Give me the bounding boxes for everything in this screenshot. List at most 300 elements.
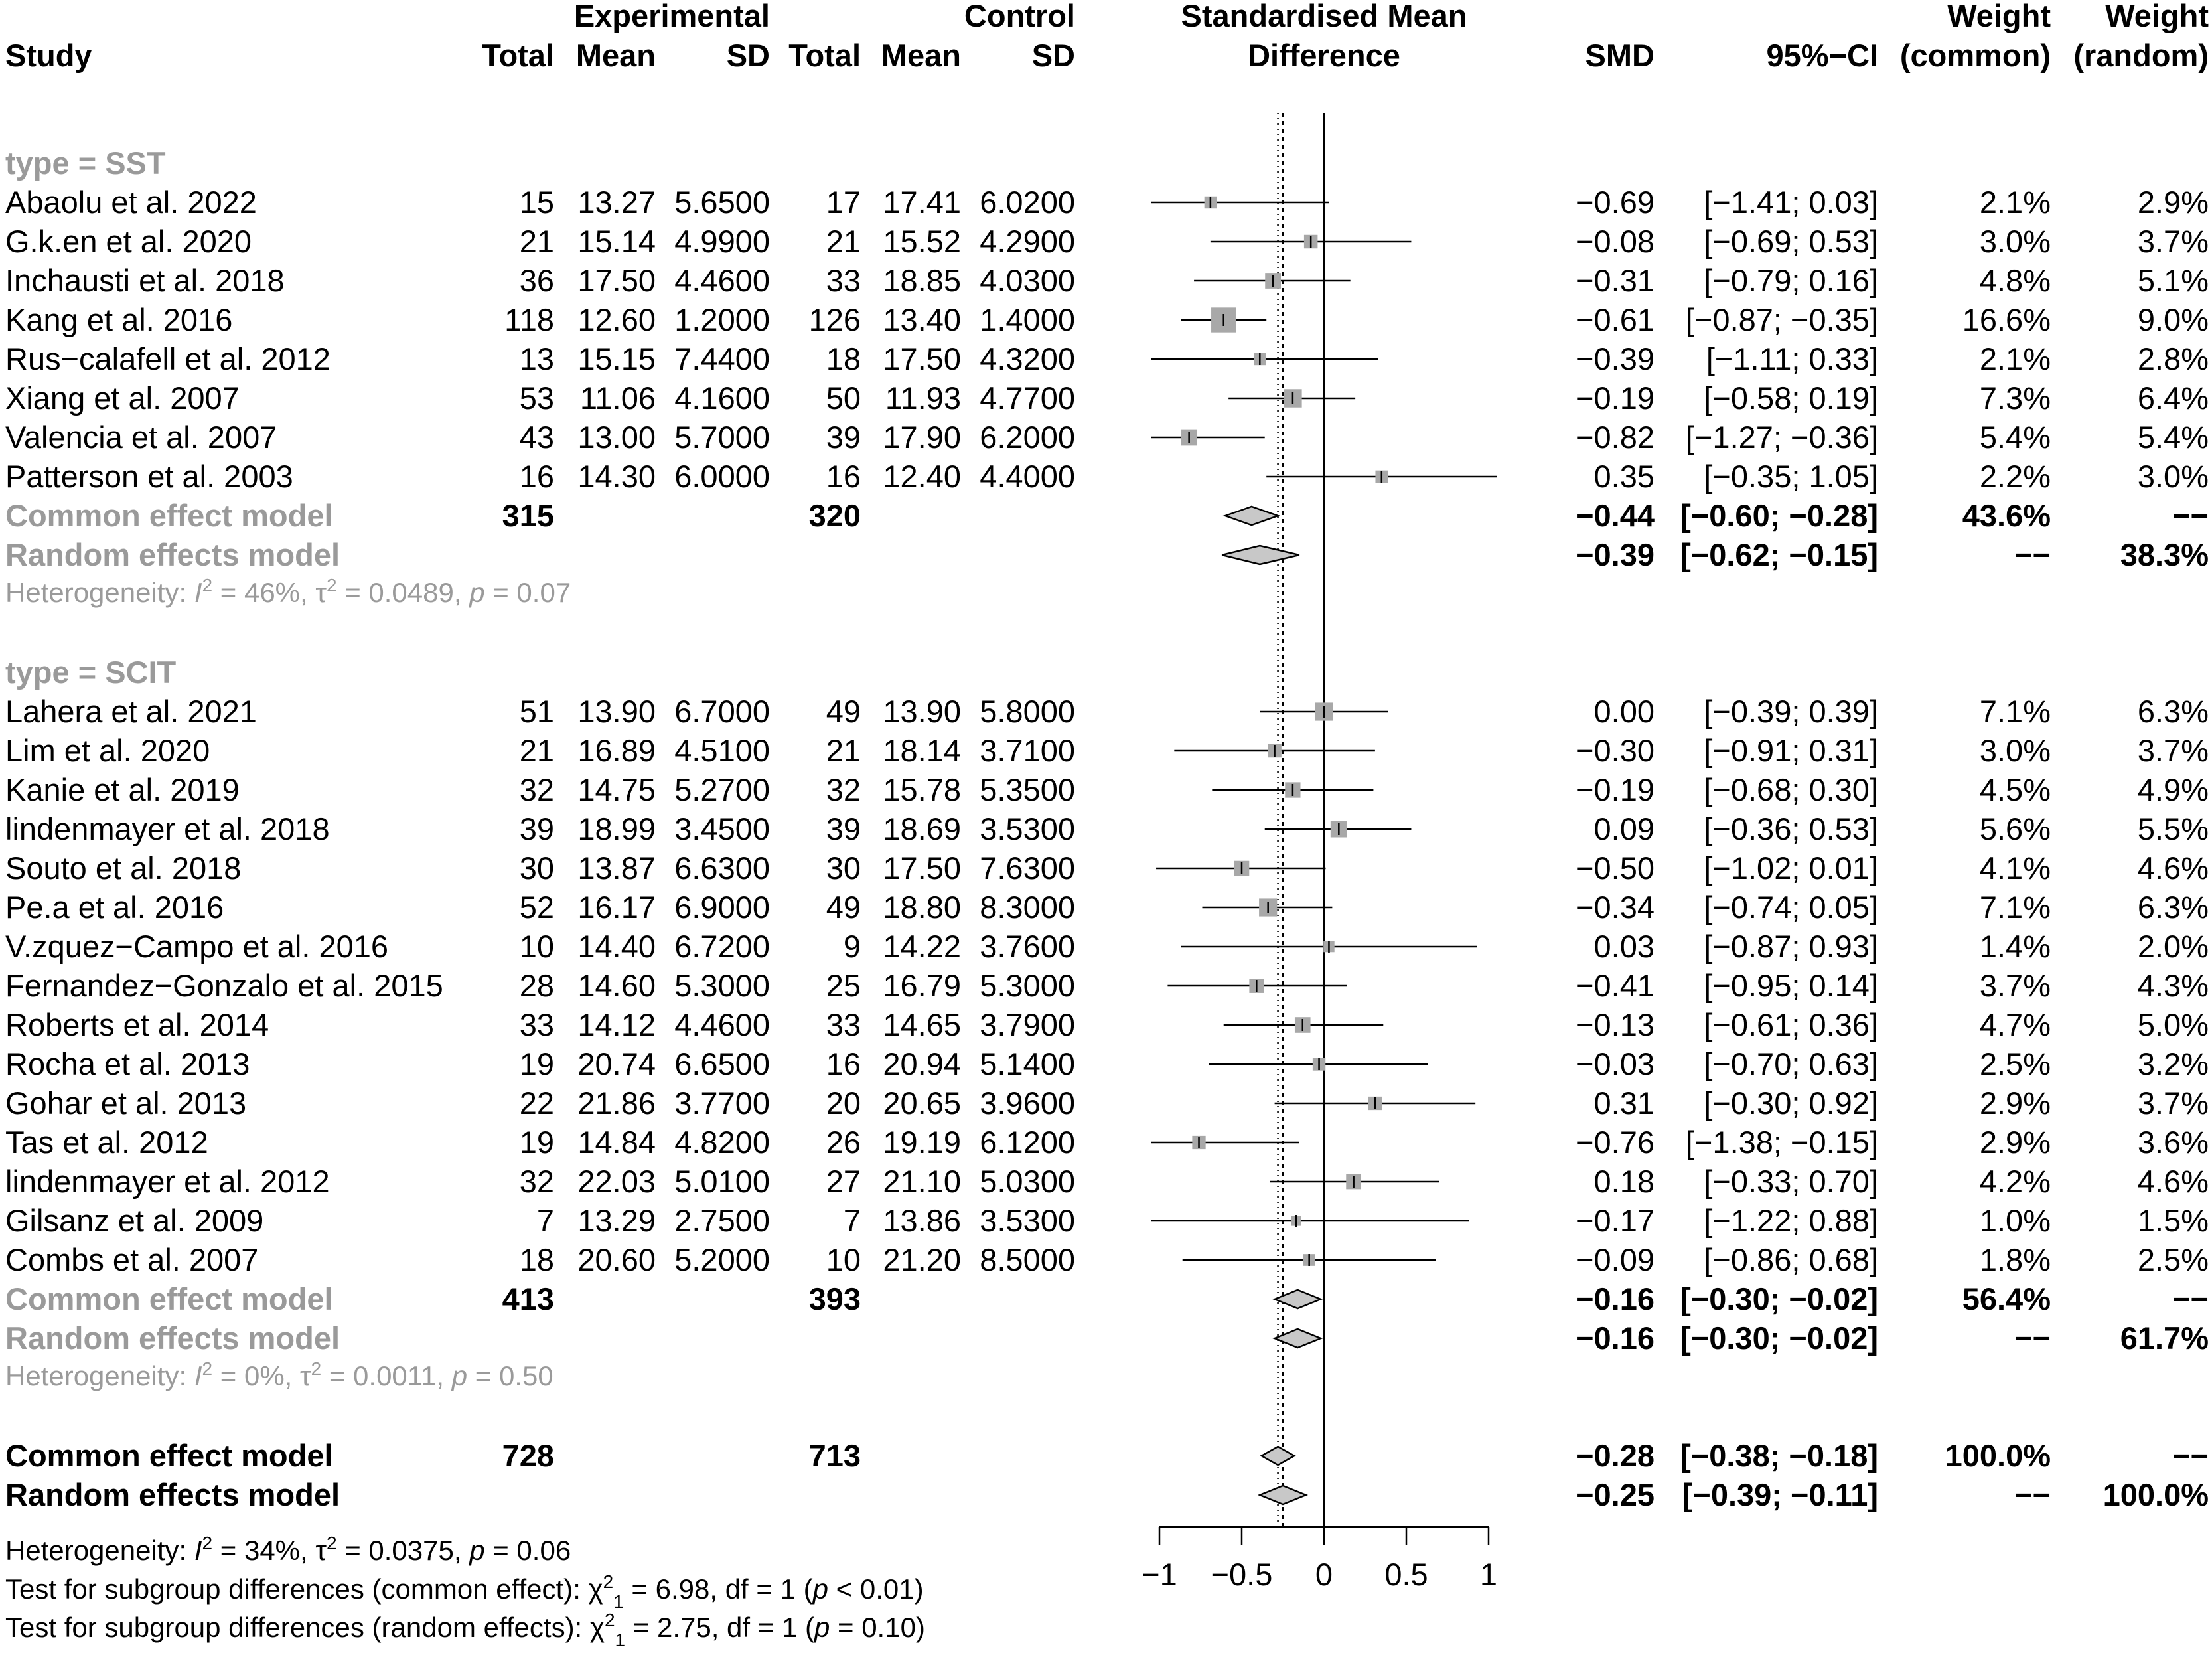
weight-common: 7.3% (1979, 380, 2051, 416)
e-sd: 2.7500 (674, 1203, 770, 1238)
study-row (5, 1164, 2209, 1199)
c-total: 393 (808, 1281, 861, 1316)
header-weight-common-line1: Weight (1947, 0, 2051, 33)
c-total: 7 (843, 1203, 861, 1238)
e-sd: 5.2000 (674, 1242, 770, 1277)
model-label: Common effect model (5, 1281, 333, 1316)
e-sd: 6.7200 (674, 929, 770, 964)
ci-value: [−0.38; −0.18] (1680, 1438, 1878, 1473)
ci-value: [−0.79; 0.16] (1704, 263, 1878, 298)
smd-value: 0.31 (1593, 1085, 1655, 1121)
smd-value: −0.19 (1576, 380, 1655, 416)
ci-value: [−0.95; 0.14] (1704, 968, 1878, 1003)
c-sd: 6.0200 (980, 185, 1075, 220)
weight-random: 5.1% (2137, 263, 2209, 298)
c-mean: 12.40 (883, 459, 961, 494)
e-sd: 3.4500 (674, 811, 770, 846)
x-axis (1142, 1527, 1497, 1592)
study-name: Lahera et al. 2021 (5, 694, 257, 729)
e-mean: 14.60 (577, 968, 656, 1003)
study-name: Rocha et al. 2013 (5, 1046, 250, 1081)
e-sd: 4.5100 (674, 733, 770, 768)
study-name: Fernandez−Gonzalo et al. 2015 (5, 968, 443, 1003)
c-mean: 17.90 (883, 420, 961, 455)
effect-diamond (1225, 507, 1278, 525)
header-row-2 (5, 38, 2209, 73)
e-total: 51 (519, 694, 554, 729)
weight-random: 5.4% (2137, 420, 2209, 455)
weight-random: −− (2172, 498, 2209, 533)
header-e-sd: SD (726, 38, 770, 73)
weight-random: 5.0% (2137, 1007, 2209, 1042)
axis-tick-label: −0.5 (1211, 1557, 1273, 1592)
c-sd: 5.8000 (980, 694, 1075, 729)
study-name: Rus−calafell et al. 2012 (5, 341, 331, 376)
weight-common: 1.8% (1979, 1242, 2051, 1277)
smd-value: −0.31 (1576, 263, 1655, 298)
model-label: Random effects model (5, 537, 340, 572)
smd-value: −0.39 (1576, 537, 1655, 572)
weight-random: 6.4% (2137, 380, 2209, 416)
header-weight-random: (random) (2073, 38, 2209, 73)
e-sd: 6.9000 (674, 890, 770, 925)
e-total: 33 (519, 1007, 554, 1042)
weight-random: 3.7% (2137, 224, 2209, 259)
c-total: 9 (843, 929, 861, 964)
e-mean: 14.84 (577, 1125, 656, 1160)
weight-common: 4.8% (1979, 263, 2051, 298)
e-total: 39 (519, 811, 554, 846)
smd-value: −0.19 (1576, 772, 1655, 807)
e-sd: 5.3000 (674, 968, 770, 1003)
study-row (5, 1125, 2209, 1160)
study-row (5, 185, 2209, 220)
c-total: 713 (808, 1438, 861, 1473)
e-total: 30 (519, 850, 554, 886)
overall-heterogeneity-text: Heterogeneity: $I^2 = 34\%$, $\tau^2 = 0.0375$, p = 0.06 (5, 1533, 571, 1566)
weight-random: 5.5% (2137, 811, 2209, 846)
c-mean: 13.40 (883, 302, 961, 337)
common-effect-row (5, 1281, 2209, 1316)
e-sd: 4.8200 (674, 1125, 770, 1160)
c-total: 39 (826, 420, 861, 455)
smd-value: −0.69 (1576, 185, 1655, 220)
study-name: Inchausti et al. 2018 (5, 263, 285, 298)
c-mean: 17.50 (883, 850, 961, 886)
e-mean: 13.29 (577, 1203, 656, 1238)
study-row (5, 694, 2209, 729)
e-mean: 17.50 (577, 263, 656, 298)
c-sd: 4.4000 (980, 459, 1075, 494)
ci-value: [−0.61; 0.36] (1704, 1007, 1878, 1042)
weight-common: −− (2014, 1477, 2051, 1512)
study-row (5, 263, 2209, 298)
common-effect-row (5, 498, 2209, 533)
study-row (5, 341, 2209, 376)
header-ci: 95%−CI (1766, 38, 1878, 73)
study-name: Patterson et al. 2003 (5, 459, 293, 494)
e-total: 13 (519, 341, 554, 376)
e-total: 118 (504, 302, 554, 337)
ci-value: [−0.35; 1.05] (1704, 459, 1878, 494)
ci-value: [−0.30; −0.02] (1680, 1281, 1878, 1316)
study-name: Combs et al. 2007 (5, 1242, 259, 1277)
weight-random: 61.7% (2120, 1320, 2209, 1356)
e-mean: 21.86 (577, 1085, 656, 1121)
c-total: 27 (826, 1164, 861, 1199)
c-sd: 3.7600 (980, 929, 1075, 964)
footer-notes (5, 1533, 925, 1650)
study-row (5, 1046, 2209, 1081)
header-c-total: Total (788, 38, 861, 73)
c-sd: 6.2000 (980, 420, 1075, 455)
weight-common: 1.0% (1979, 1203, 2051, 1238)
study-row (5, 890, 2209, 925)
c-sd: 4.7700 (980, 380, 1075, 416)
ci-value: [−0.30; 0.92] (1704, 1085, 1878, 1121)
e-mean: 12.60 (577, 302, 656, 337)
ci-value: [−0.87; 0.93] (1704, 929, 1878, 964)
smd-value: −0.13 (1576, 1007, 1655, 1042)
c-mean: 18.69 (883, 811, 961, 846)
weight-common: 2.1% (1979, 341, 2051, 376)
e-mean: 14.12 (577, 1007, 656, 1042)
e-total: 53 (519, 380, 554, 416)
weight-common: 7.1% (1979, 890, 2051, 925)
smd-value: −0.34 (1576, 890, 1655, 925)
header-c-mean: Mean (881, 38, 961, 73)
weight-random: −− (2172, 1281, 2209, 1316)
smd-value: −0.44 (1576, 498, 1655, 533)
e-total: 18 (519, 1242, 554, 1277)
ci-value: [−1.11; 0.33] (1706, 341, 1878, 376)
c-sd: 4.0300 (980, 263, 1075, 298)
c-total: 126 (808, 302, 861, 337)
weight-random: 9.0% (2137, 302, 2209, 337)
effect-diamond (1275, 1290, 1321, 1308)
study-name: Tas et al. 2012 (5, 1125, 208, 1160)
c-sd: 5.3000 (980, 968, 1075, 1003)
weight-common: 4.5% (1979, 772, 2051, 807)
smd-value: −0.25 (1576, 1477, 1655, 1512)
c-total: 33 (826, 263, 861, 298)
heterogeneity-text: Heterogeneity: $I^2 = 0\%$, $\tau^2 = 0.0011$, p = 0.50 (5, 1358, 553, 1391)
weight-common: 5.6% (1979, 811, 2051, 846)
weight-common: 3.7% (1979, 968, 2051, 1003)
c-total: 25 (826, 968, 861, 1003)
weight-random: 3.2% (2137, 1046, 2209, 1081)
c-total: 49 (826, 890, 861, 925)
weight-common: 43.6% (1962, 498, 2051, 533)
c-mean: 20.65 (883, 1085, 961, 1121)
header-smd-line2: Difference (1248, 38, 1400, 73)
c-total: 16 (826, 1046, 861, 1081)
e-sd: 6.6500 (674, 1046, 770, 1081)
e-total: 15 (519, 185, 554, 220)
effect-diamond (1260, 1486, 1305, 1504)
e-total: 413 (502, 1281, 554, 1316)
subgroup-test-text: Test for subgroup differences (random effects): $\chi^2_1 = 2.75$, df = 1 (p = 0.10) (5, 1610, 925, 1650)
study-row (5, 420, 2209, 455)
study-row (5, 850, 2209, 886)
ci-value: [−1.02; 0.01] (1704, 850, 1878, 886)
weight-common: 5.4% (1979, 420, 2051, 455)
ci-value: [−0.74; 0.05] (1704, 890, 1878, 925)
c-mean: 21.20 (883, 1242, 961, 1277)
e-total: 19 (519, 1046, 554, 1081)
c-sd: 8.5000 (980, 1242, 1075, 1277)
axis-tick-label: 0 (1315, 1557, 1333, 1592)
e-total: 22 (519, 1085, 554, 1121)
e-mean: 13.27 (577, 185, 656, 220)
c-sd: 7.6300 (980, 850, 1075, 886)
smd-value: −0.39 (1576, 341, 1655, 376)
model-label: Random effects model (5, 1320, 340, 1356)
study-row (5, 1203, 2209, 1238)
common-effect-row (5, 1438, 2209, 1473)
e-mean: 11.06 (579, 380, 656, 416)
study-name: Gilsanz et al. 2009 (5, 1203, 264, 1238)
e-mean: 16.89 (577, 733, 656, 768)
c-mean: 11.93 (885, 380, 961, 416)
reference-lines (1278, 113, 1324, 1527)
c-sd: 5.1400 (980, 1046, 1075, 1081)
smd-value: 0.18 (1593, 1164, 1655, 1199)
c-total: 16 (826, 459, 861, 494)
c-total: 21 (826, 733, 861, 768)
study-name: lindenmayer et al. 2012 (5, 1164, 330, 1199)
study-row (5, 929, 2209, 964)
c-mean: 14.22 (883, 929, 961, 964)
weight-random: 100.0% (2102, 1477, 2209, 1512)
header-control: Control (964, 0, 1075, 33)
axis-tick-label: 1 (1479, 1557, 1498, 1592)
weight-common: −− (2014, 1320, 2051, 1356)
header-smd: SMD (1585, 38, 1655, 73)
header-weight-common: (common) (1899, 38, 2051, 73)
c-sd: 4.2900 (980, 224, 1075, 259)
weight-common: 4.2% (1979, 1164, 2051, 1199)
ci-value: [−0.86; 0.68] (1704, 1242, 1878, 1277)
weight-common: 56.4% (1962, 1281, 2051, 1316)
ci-value: [−0.62; −0.15] (1680, 537, 1878, 572)
c-mean: 18.85 (883, 263, 961, 298)
weight-random: 4.9% (2137, 772, 2209, 807)
e-mean: 13.00 (577, 420, 656, 455)
c-total: 320 (808, 498, 861, 533)
weight-random: 2.0% (2137, 929, 2209, 964)
ci-value: [−0.60; −0.28] (1680, 498, 1878, 533)
study-name: Abaolu et al. 2022 (5, 185, 257, 220)
c-total: 10 (826, 1242, 861, 1277)
c-sd: 4.3200 (980, 341, 1075, 376)
study-row (5, 968, 2209, 1003)
header-e-total: Total (482, 38, 554, 73)
model-label: Random effects model (5, 1477, 340, 1512)
smd-value: −0.03 (1576, 1046, 1655, 1081)
e-mean: 15.15 (577, 341, 656, 376)
header-experimental: Experimental (573, 0, 770, 33)
study-name: Gohar et al. 2013 (5, 1085, 247, 1121)
ci-value: [−1.41; 0.03] (1704, 185, 1878, 220)
e-total: 43 (519, 420, 554, 455)
c-mean: 17.41 (883, 185, 961, 220)
weight-common: 2.5% (1979, 1046, 2051, 1081)
e-sd: 6.7000 (674, 694, 770, 729)
weight-common: 2.1% (1979, 185, 2051, 220)
weight-random: 6.3% (2137, 890, 2209, 925)
c-total: 17 (826, 185, 861, 220)
c-mean: 18.80 (883, 890, 961, 925)
smd-value: 0.03 (1593, 929, 1655, 964)
e-mean: 20.60 (577, 1242, 656, 1277)
effect-diamond (1222, 546, 1299, 564)
header-c-sd: SD (1031, 38, 1075, 73)
c-total: 21 (826, 224, 861, 259)
subgroup-label: type = SCIT (5, 655, 177, 690)
axis-tick-label: 0.5 (1384, 1557, 1428, 1592)
ci-value: [−0.33; 0.70] (1704, 1164, 1878, 1199)
e-sd: 5.7000 (674, 420, 770, 455)
c-sd: 3.7900 (980, 1007, 1075, 1042)
c-mean: 13.90 (883, 694, 961, 729)
c-sd: 1.4000 (980, 302, 1075, 337)
smd-value: −0.08 (1576, 224, 1655, 259)
smd-value: −0.17 (1576, 1203, 1655, 1238)
weight-common: 4.1% (1979, 850, 2051, 886)
study-name: Lim et al. 2020 (5, 733, 210, 768)
c-total: 30 (826, 850, 861, 886)
e-mean: 14.30 (577, 459, 656, 494)
e-sd: 4.1600 (674, 380, 770, 416)
e-total: 10 (519, 929, 554, 964)
c-sd: 5.0300 (980, 1164, 1075, 1199)
c-mean: 20.94 (883, 1046, 961, 1081)
c-total: 33 (826, 1007, 861, 1042)
c-total: 50 (826, 380, 861, 416)
e-sd: 6.0000 (674, 459, 770, 494)
e-total: 28 (519, 968, 554, 1003)
e-sd: 7.4400 (674, 341, 770, 376)
smd-value: −0.28 (1576, 1438, 1655, 1473)
weight-common: 100.0% (1945, 1438, 2051, 1473)
weight-random: 2.5% (2137, 1242, 2209, 1277)
c-mean: 14.65 (883, 1007, 961, 1042)
weight-common: −− (2014, 537, 2051, 572)
e-mean: 14.75 (577, 772, 656, 807)
weight-common: 7.1% (1979, 694, 2051, 729)
ci-value: [−0.87; −0.35] (1685, 302, 1878, 337)
model-label: Common effect model (5, 1438, 333, 1473)
ci-value: [−0.36; 0.53] (1704, 811, 1878, 846)
smd-value: −0.61 (1576, 302, 1655, 337)
ci-value: [−0.39; 0.39] (1704, 694, 1878, 729)
study-row (5, 380, 2209, 416)
c-sd: 5.3500 (980, 772, 1075, 807)
study-row (5, 459, 2209, 494)
c-mean: 15.78 (883, 772, 961, 807)
weight-random: 4.6% (2137, 850, 2209, 886)
e-total: 21 (519, 733, 554, 768)
ci-value: [−0.39; −0.11] (1682, 1477, 1878, 1512)
e-sd: 4.9900 (674, 224, 770, 259)
e-total: 315 (502, 498, 554, 533)
smd-value: 0.09 (1593, 811, 1655, 846)
effect-diamond (1275, 1329, 1321, 1348)
ci-value: [−0.91; 0.31] (1704, 733, 1878, 768)
c-sd: 8.3000 (980, 890, 1075, 925)
weight-common: 2.2% (1979, 459, 2051, 494)
study-name: lindenmayer et al. 2018 (5, 811, 330, 846)
study-row (5, 224, 2209, 259)
c-sd: 3.5300 (980, 811, 1075, 846)
weight-random: 3.6% (2137, 1125, 2209, 1160)
weight-random: 1.5% (2137, 1203, 2209, 1238)
e-total: 16 (519, 459, 554, 494)
weight-common: 3.0% (1979, 733, 2051, 768)
study-row (5, 1085, 2209, 1121)
header-e-mean: Mean (575, 38, 656, 73)
c-mean: 18.14 (883, 733, 961, 768)
smd-value: −0.82 (1576, 420, 1655, 455)
smd-value: −0.16 (1576, 1320, 1655, 1356)
e-mean: 15.14 (577, 224, 656, 259)
random-effects-row (5, 1320, 2209, 1356)
header-smd-line1: Standardised Mean (1181, 0, 1467, 33)
forest-rows (5, 145, 2209, 1512)
smd-value: −0.09 (1576, 1242, 1655, 1277)
e-sd: 3.7700 (674, 1085, 770, 1121)
heterogeneity-text: Heterogeneity: $I^2 = 46\%$, $\tau^2 = 0.0489$, p = 0.07 (5, 575, 571, 608)
weight-random: 2.9% (2137, 185, 2209, 220)
header-study: Study (5, 38, 92, 73)
study-name: G.k.en et al. 2020 (5, 224, 252, 259)
ci-value: [−0.30; −0.02] (1680, 1320, 1878, 1356)
c-sd: 3.7100 (980, 733, 1075, 768)
ci-value: [−1.22; 0.88] (1704, 1203, 1878, 1238)
weight-random: 4.6% (2137, 1164, 2209, 1199)
weight-random: 3.7% (2137, 1085, 2209, 1121)
e-total: 36 (519, 263, 554, 298)
header-weight-random-line1: Weight (2105, 0, 2209, 33)
axis-tick-label: −1 (1142, 1557, 1177, 1592)
e-mean: 20.74 (577, 1046, 656, 1081)
weight-common: 16.6% (1962, 302, 2051, 337)
study-name: Kang et al. 2016 (5, 302, 233, 337)
header-row-1 (574, 0, 2209, 33)
weight-random: −− (2172, 1438, 2209, 1473)
c-total: 49 (826, 694, 861, 729)
study-row (5, 302, 2209, 337)
c-total: 18 (826, 341, 861, 376)
model-label: Common effect model (5, 498, 333, 533)
ci-value: [−0.58; 0.19] (1704, 380, 1878, 416)
e-sd: 6.6300 (674, 850, 770, 886)
e-mean: 13.90 (577, 694, 656, 729)
e-mean: 22.03 (577, 1164, 656, 1199)
c-mean: 15.52 (883, 224, 961, 259)
c-sd: 3.9600 (980, 1085, 1075, 1121)
e-sd: 5.6500 (674, 185, 770, 220)
random-effects-row (5, 537, 2209, 572)
study-row (5, 772, 2209, 807)
c-total: 32 (826, 772, 861, 807)
c-total: 39 (826, 811, 861, 846)
effect-diamond (1262, 1447, 1295, 1465)
weight-random: 4.3% (2137, 968, 2209, 1003)
study-row (5, 811, 2209, 846)
c-total: 20 (826, 1085, 861, 1121)
